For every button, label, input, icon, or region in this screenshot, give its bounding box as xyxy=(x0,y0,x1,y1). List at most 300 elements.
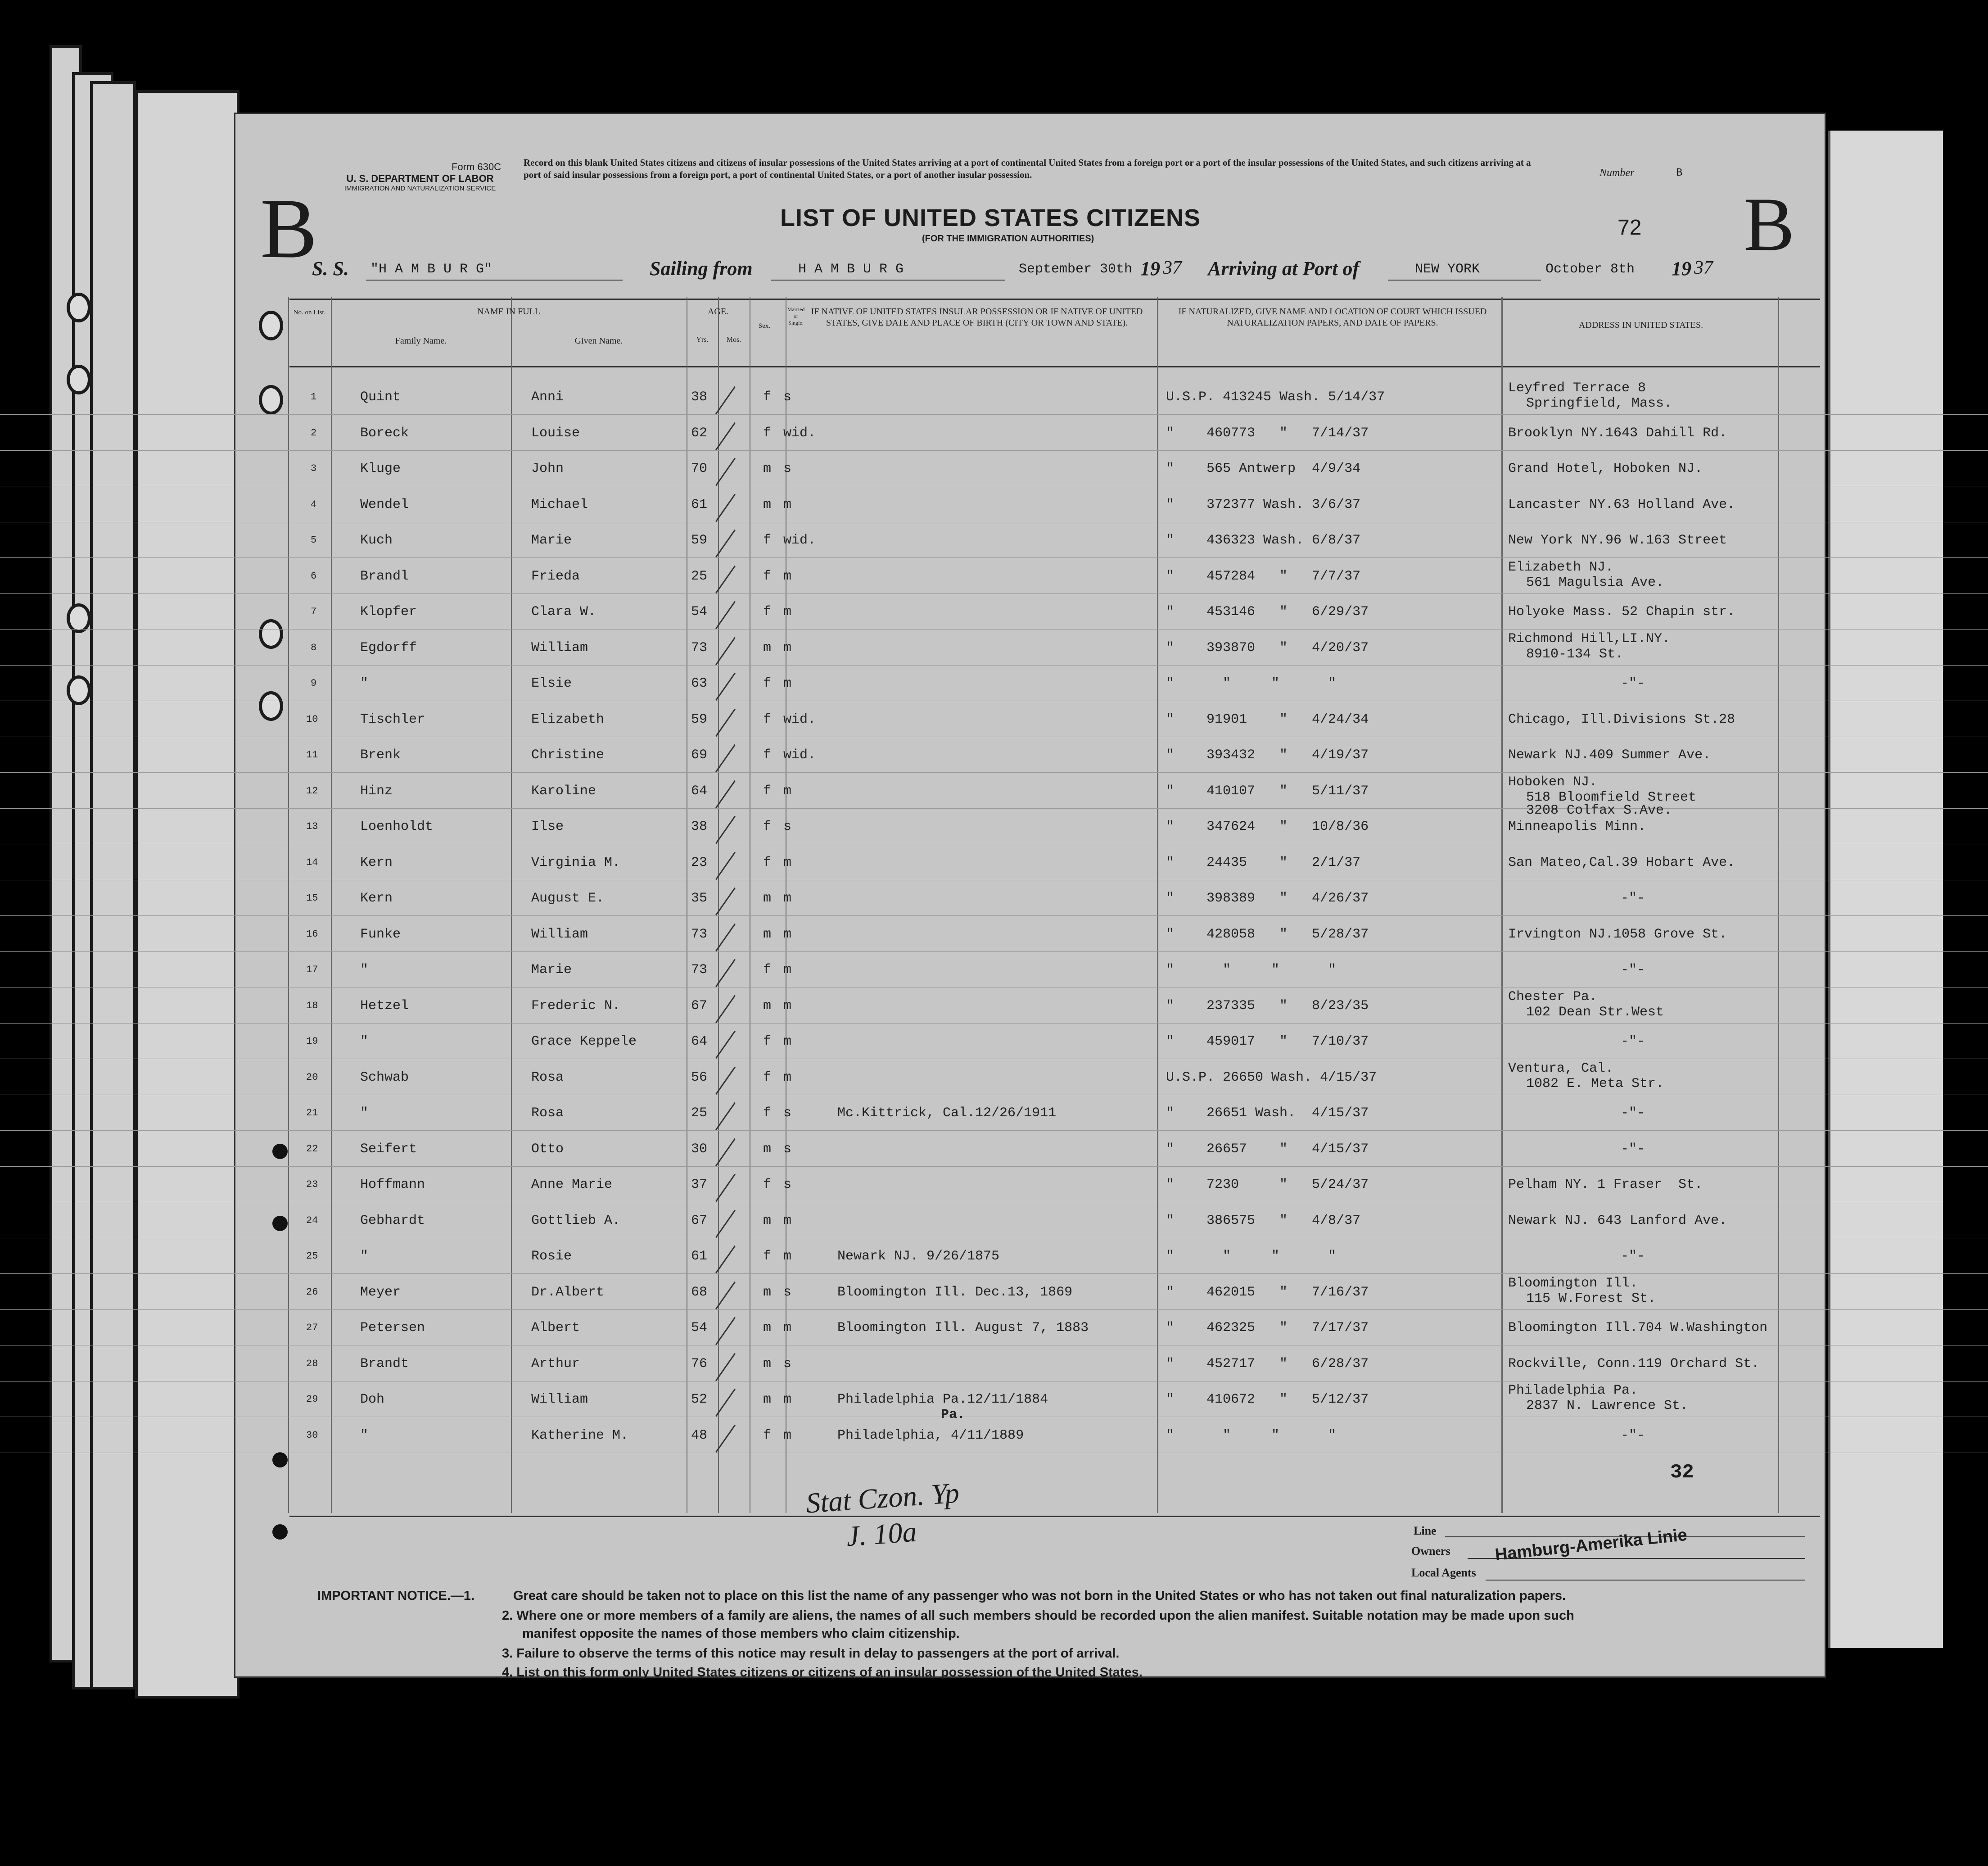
family-name: Klopfer xyxy=(360,604,417,620)
birth-place-date: Philadelphia, 4/11/1889 xyxy=(837,1427,1024,1443)
table-row xyxy=(0,459,1988,486)
naturalization: " 24435 " 2/1/37 xyxy=(1166,855,1361,870)
arrival-year: 37 xyxy=(1694,258,1713,278)
sex: f xyxy=(763,676,772,691)
marital-status: s xyxy=(783,1105,792,1121)
age-years: 64 xyxy=(691,783,708,799)
ss-label: S. S. xyxy=(312,258,349,280)
address: Bloomington Ill. xyxy=(1508,1275,1638,1291)
table-row xyxy=(0,710,1988,737)
table-row xyxy=(0,853,1988,880)
family-name: Kern xyxy=(360,855,393,870)
address-line-2: 561 Magulsia Ave. xyxy=(1526,575,1664,590)
ship-underline xyxy=(366,280,623,281)
marital-status: s xyxy=(783,390,792,405)
age-years: 30 xyxy=(691,1141,708,1157)
given-name: Gottlieb A. xyxy=(531,1213,621,1228)
birth-place-date: Bloomington Ill. Dec.13, 1869 xyxy=(837,1284,1073,1300)
age-years: 69 xyxy=(691,747,708,763)
family-name: Petersen xyxy=(360,1320,425,1336)
check-mark xyxy=(715,637,736,665)
family-name: Seifert xyxy=(360,1141,417,1157)
row-number: 3 xyxy=(311,463,317,474)
marital-status: m xyxy=(783,926,792,942)
arriving-label: Arriving at Port of xyxy=(1208,258,1360,280)
marital-status: m xyxy=(783,1034,792,1049)
sex: m xyxy=(763,1213,772,1228)
given-name: Marie xyxy=(531,962,572,978)
notice-1: Great care should be taken not to place on this list the name of any passenger who was not born in the United States or who has not taken out final naturalization papers. xyxy=(513,1589,1566,1603)
row-number: 5 xyxy=(311,534,317,546)
check-mark xyxy=(715,1281,736,1309)
sex: f xyxy=(763,783,772,799)
table-row xyxy=(0,530,1988,558)
handwritten-note: Stat Czon. Yp xyxy=(804,1476,960,1519)
page-subtitle: (FOR THE IMMIGRATION AUTHORITIES) xyxy=(922,234,1094,244)
check-mark xyxy=(715,1102,736,1130)
col-header-sex: Sex. xyxy=(758,322,771,330)
age-years: 73 xyxy=(691,640,708,656)
family-name: " xyxy=(360,676,369,691)
department: U. S. DEPARTMENT OF LABOR xyxy=(346,173,494,184)
age-years: 59 xyxy=(691,711,708,727)
address: Grand Hotel, Hoboken NJ. xyxy=(1508,461,1703,476)
table-row xyxy=(0,989,1988,1024)
given-name: August E. xyxy=(531,891,605,906)
arrival-date: October 8th xyxy=(1545,262,1635,277)
age-years: 73 xyxy=(691,962,708,978)
agents-label: Local Agents xyxy=(1411,1566,1476,1579)
address-line-2: Springfield, Mass. xyxy=(1526,396,1672,411)
naturalization: " 428058 " 5/28/37 xyxy=(1166,926,1369,942)
row-number: 20 xyxy=(306,1071,318,1083)
table-row xyxy=(0,1407,1988,1453)
table-row xyxy=(0,1211,1988,1238)
row-number: 15 xyxy=(306,892,318,904)
page-title: LIST OF UNITED STATES CITIZENS xyxy=(780,204,1201,231)
marital-status: m xyxy=(783,1320,792,1336)
age-years: 23 xyxy=(691,855,708,870)
given-name: William xyxy=(531,640,588,656)
given-name: Katherine M. xyxy=(531,1427,629,1443)
given-name: Rosie xyxy=(531,1249,572,1264)
address: Newark NJ. 643 Lanford Ave. xyxy=(1508,1213,1727,1228)
address-line-2: 8910-134 St. xyxy=(1526,646,1624,662)
naturalization: " " " " xyxy=(1166,1427,1337,1443)
naturalization: " 386575 " 4/8/37 xyxy=(1166,1213,1361,1228)
sailing-date: September 30th xyxy=(1019,262,1133,277)
family-name: Brandl xyxy=(360,568,409,584)
check-mark xyxy=(715,458,736,486)
given-name: Louise xyxy=(531,425,580,441)
naturalization: " 565 Antwerp 4/9/34 xyxy=(1166,461,1361,476)
row-number: 16 xyxy=(306,928,318,940)
address: Minneapolis Minn. xyxy=(1508,819,1646,834)
family-name: " xyxy=(360,962,369,978)
age-years: 67 xyxy=(691,998,708,1014)
check-mark xyxy=(715,386,736,414)
marital-status: m xyxy=(783,1249,792,1264)
table-row xyxy=(0,1032,1988,1059)
given-name: Albert xyxy=(531,1320,580,1336)
birth-place-date: Newark NJ. 9/26/1875 xyxy=(837,1249,1000,1264)
given-name: Grace Keppele xyxy=(531,1034,637,1049)
sailing-port: H A M B U R G xyxy=(798,262,904,277)
address: Newark NJ.409 Summer Ave. xyxy=(1508,747,1711,763)
punch-dot xyxy=(272,1524,288,1540)
row-number: 9 xyxy=(311,678,317,689)
table-row xyxy=(0,803,1988,844)
table-row xyxy=(0,1354,1988,1381)
family-name: Hetzel xyxy=(360,998,409,1014)
family-name: " xyxy=(360,1034,369,1049)
table-row xyxy=(0,774,1988,809)
sex: f xyxy=(763,1105,772,1121)
naturalization: " 393432 " 4/19/37 xyxy=(1166,747,1369,763)
address: -"- xyxy=(1621,676,1645,691)
naturalization: " 410672 " 5/12/37 xyxy=(1166,1392,1369,1407)
age-years: 38 xyxy=(691,819,708,834)
given-name: Rosa xyxy=(531,1069,564,1085)
sex: m xyxy=(763,1392,772,1407)
marital-status: s xyxy=(783,819,792,834)
family-name: Loenholdt xyxy=(360,819,434,834)
family-name: Egdorff xyxy=(360,640,417,656)
address: -"- xyxy=(1621,962,1645,978)
given-name: William xyxy=(531,926,588,942)
given-name: Frieda xyxy=(531,568,580,584)
address-line-2: 518 Bloomfield Street xyxy=(1526,789,1697,805)
naturalization: " " " " xyxy=(1166,1249,1337,1264)
marital-status: m xyxy=(783,855,792,870)
table-row xyxy=(0,380,1988,415)
given-name: Dr.Albert xyxy=(531,1284,605,1300)
given-name: Christine xyxy=(531,747,605,763)
table-row xyxy=(0,423,1988,451)
table-row xyxy=(0,745,1988,773)
sex: f xyxy=(763,747,772,763)
age-years: 62 xyxy=(691,425,708,441)
table-row xyxy=(0,1175,1988,1202)
notice-4: 4. List on this form only United States citizens or citizens of an insular possession of the United States. xyxy=(502,1665,1143,1680)
marital-status: s xyxy=(783,1284,792,1300)
age-years: 25 xyxy=(691,568,708,584)
given-name: Elizabeth xyxy=(531,711,605,727)
sex: m xyxy=(763,891,772,906)
naturalization: " 91901 " 4/24/34 xyxy=(1166,711,1369,727)
sex: f xyxy=(763,819,772,834)
row-number: 10 xyxy=(306,713,318,725)
col-header-age: AGE. xyxy=(707,307,729,317)
table-row xyxy=(0,1246,1988,1274)
footer-rule xyxy=(1486,1580,1805,1581)
marital-status: m xyxy=(783,497,792,512)
row-number: 7 xyxy=(311,606,317,617)
age-years: 67 xyxy=(691,1213,708,1228)
given-name: Elsie xyxy=(531,676,572,691)
family-name: Meyer xyxy=(360,1284,401,1300)
table-row xyxy=(0,1060,1988,1095)
row-number: 13 xyxy=(306,821,318,832)
marital-status: s xyxy=(783,1141,792,1157)
row-number: 12 xyxy=(306,785,318,797)
address: Chester Pa. xyxy=(1508,989,1598,1005)
marital-status: m xyxy=(783,568,792,584)
marital-status: m xyxy=(783,676,792,691)
naturalization: " 410107 " 5/11/37 xyxy=(1166,783,1369,799)
birth-place-date: Bloomington Ill. August 7, 1883 xyxy=(837,1320,1089,1336)
row-number: 18 xyxy=(306,1000,318,1011)
family-name: Kuch xyxy=(360,533,393,548)
naturalization: " 372377 Wash. 3/6/37 xyxy=(1166,497,1361,512)
sex: m xyxy=(763,1284,772,1300)
check-mark xyxy=(715,1353,736,1381)
row-number: 24 xyxy=(306,1214,318,1226)
check-mark xyxy=(715,1031,736,1059)
age-years: 54 xyxy=(691,604,708,620)
address: Ventura, Cal. xyxy=(1508,1060,1614,1076)
sailing-year: 37 xyxy=(1163,258,1182,278)
marital-status: wid. xyxy=(783,711,816,727)
given-name: Otto xyxy=(531,1141,564,1157)
service: IMMIGRATION AND NATURALIZATION SERVICE xyxy=(344,185,496,192)
sex: f xyxy=(763,1427,772,1443)
age-years: 52 xyxy=(691,1392,708,1407)
family-name: Boreck xyxy=(360,425,409,441)
address: -"- xyxy=(1621,1105,1645,1121)
naturalization: " 452717 " 6/28/37 xyxy=(1166,1356,1369,1372)
age-years: 48 xyxy=(691,1427,708,1443)
check-mark xyxy=(715,673,736,701)
marital-status: wid. xyxy=(783,425,816,441)
notice-title: IMPORTANT NOTICE.—1. xyxy=(317,1589,475,1603)
naturalization: " 393870 " 4/20/37 xyxy=(1166,640,1369,656)
check-mark xyxy=(715,888,736,915)
naturalization: " 26657 " 4/15/37 xyxy=(1166,1141,1369,1157)
naturalization: " 347624 " 10/8/36 xyxy=(1166,819,1369,834)
col-header-address: ADDRESS IN UNITED STATES. xyxy=(1578,320,1703,330)
address-line-2: 102 Dean Str.West xyxy=(1526,1004,1664,1020)
check-mark xyxy=(715,1209,736,1237)
sailing-underline xyxy=(771,280,1005,281)
given-name: Virginia M. xyxy=(531,855,621,870)
marital-status: m xyxy=(783,891,792,906)
sex: f xyxy=(763,425,772,441)
letter-left: B xyxy=(260,181,317,276)
family-name: Funke xyxy=(360,926,401,942)
family-name: Brandt xyxy=(360,1356,409,1372)
birth-place-date: Philadelphia Pa.12/11/1884 xyxy=(837,1392,1048,1407)
punch-dot xyxy=(272,1452,288,1467)
arrival-underline xyxy=(1388,280,1541,281)
row-number: 17 xyxy=(306,964,318,975)
given-name: Frederic N. xyxy=(531,998,621,1014)
check-mark xyxy=(715,1174,736,1202)
check-mark xyxy=(715,422,736,450)
family-name: Quint xyxy=(360,390,401,405)
sex: f xyxy=(763,568,772,584)
naturalization: " 462015 " 7/16/37 xyxy=(1166,1284,1369,1300)
notice-2: 2. Where one or more members of a family are aliens, the names of all such members should be recorded upon the alien manifest. Suitable notation may be made upon such xyxy=(502,1608,1574,1623)
row-number: 8 xyxy=(311,642,317,653)
check-mark xyxy=(715,1317,736,1345)
address: Rockville, Conn.119 Orchard St. xyxy=(1508,1356,1760,1372)
given-name: Ilse xyxy=(531,819,564,834)
sex: m xyxy=(763,1141,772,1157)
row-number: 2 xyxy=(311,427,317,439)
sailing-year-prefix: 19 xyxy=(1140,258,1160,280)
notice-2-cont: manifest opposite the names of those members who claim citizenship. xyxy=(522,1626,960,1641)
table-row xyxy=(0,1103,1988,1131)
address-line-3: 3208 Colfax S.Ave. xyxy=(1526,803,1672,818)
check-mark xyxy=(715,995,736,1023)
table-row xyxy=(0,559,1988,594)
family-name: Kluge xyxy=(360,461,401,476)
naturalization: " 237335 " 8/23/35 xyxy=(1166,998,1369,1014)
row-number: 30 xyxy=(306,1429,318,1441)
col-header-yrs: Yrs. xyxy=(696,336,709,344)
address: -"- xyxy=(1621,1249,1645,1264)
address: Irvington NJ.1058 Grove St. xyxy=(1508,926,1727,942)
marital-status: m xyxy=(783,962,792,978)
marital-status: m xyxy=(783,1069,792,1085)
col-header-naturalized: IF NATURALIZED, GIVE NAME AND LOCATION OF COURT WHICH ISSUED NATURALIZATION PAPERS, AND DATE OF PAPERS. xyxy=(1178,307,1487,328)
given-name: Anni xyxy=(531,390,564,405)
sex: f xyxy=(763,390,772,405)
check-mark xyxy=(715,1138,736,1166)
naturalization: U.S.P. 413245 Wash. 5/14/37 xyxy=(1166,390,1385,405)
address: Philadelphia Pa. xyxy=(1508,1383,1638,1398)
given-name: Anne Marie xyxy=(531,1177,613,1192)
col-header-family: Family Name. xyxy=(395,336,447,346)
naturalization: " 7230 " 5/24/37 xyxy=(1166,1177,1369,1192)
table-row xyxy=(0,602,1988,630)
naturalization: " " " " xyxy=(1166,676,1337,691)
check-mark xyxy=(715,816,736,844)
check-mark xyxy=(715,780,736,808)
table-row xyxy=(0,1318,1988,1345)
address: Holyoke Mass. 52 Chapin str. xyxy=(1508,604,1735,620)
naturalization: U.S.P. 26650 Wash. 4/15/37 xyxy=(1166,1069,1377,1085)
family-name: " xyxy=(360,1105,369,1121)
family-name: Wendel xyxy=(360,497,409,512)
row-number: 4 xyxy=(311,498,317,510)
given-name: William xyxy=(531,1392,588,1407)
sex: m xyxy=(763,1320,772,1336)
age-years: 54 xyxy=(691,1320,708,1336)
sex: f xyxy=(763,962,772,978)
given-name: Arthur xyxy=(531,1356,580,1372)
row-number: 23 xyxy=(306,1179,318,1190)
address: Pelham NY. 1 Fraser St. xyxy=(1508,1177,1703,1192)
age-years: 59 xyxy=(691,533,708,548)
check-mark xyxy=(715,923,736,951)
check-mark xyxy=(715,744,736,772)
page-number: 72 xyxy=(1618,216,1642,240)
age-years: 73 xyxy=(691,926,708,942)
age-years: 38 xyxy=(691,390,708,405)
arrival-port: NEW YORK xyxy=(1415,262,1480,277)
header-rule xyxy=(289,366,1820,367)
marital-status: m xyxy=(783,640,792,656)
age-years: 25 xyxy=(691,1105,708,1121)
age-years: 56 xyxy=(691,1069,708,1085)
family-name: Brenk xyxy=(360,747,401,763)
sailing-label: Sailing from xyxy=(650,258,753,280)
age-years: 70 xyxy=(691,461,708,476)
address: Brooklyn NY.1643 Dahill Rd. xyxy=(1508,425,1727,441)
age-years: 63 xyxy=(691,676,708,691)
arrival-year-prefix: 19 xyxy=(1672,258,1691,280)
col-header-mos: Mos. xyxy=(726,336,741,344)
address: San Mateo,Cal.39 Hobart Ave. xyxy=(1508,855,1735,870)
naturalization: " 462325 " 7/17/37 xyxy=(1166,1320,1369,1336)
binder-hole xyxy=(67,293,91,322)
address: Lancaster NY.63 Holland Ave. xyxy=(1508,497,1735,512)
row-number: 11 xyxy=(306,749,318,761)
address-line-2: 2837 N. Lawrence St. xyxy=(1526,1398,1689,1413)
form-number: Form 630C xyxy=(451,161,501,172)
family-name: Schwab xyxy=(360,1069,409,1085)
passenger-count: 32 xyxy=(1670,1461,1694,1484)
sex: f xyxy=(763,1069,772,1085)
birth-place-correction: Pa. xyxy=(941,1407,966,1422)
col-header-native: IF NATIVE OF UNITED STATES INSULAR POSSESSION OR IF NATIVE OF UNITED STATES, GIVE DATE AND PLACE OF BIRTH (CITY OR TOWN AND STATE). xyxy=(811,307,1143,328)
check-mark xyxy=(715,601,736,629)
sex: f xyxy=(763,711,772,727)
row-number: 1 xyxy=(311,391,317,403)
sex: m xyxy=(763,640,772,656)
marital-status: s xyxy=(783,1356,792,1372)
row-number: 19 xyxy=(306,1036,318,1047)
naturalization: " 398389 " 4/26/37 xyxy=(1166,891,1369,906)
given-name: John xyxy=(531,461,564,476)
age-years: 76 xyxy=(691,1356,708,1372)
check-mark xyxy=(715,565,736,593)
row-number: 22 xyxy=(306,1143,318,1155)
table-row xyxy=(0,495,1988,522)
table-row xyxy=(0,1139,1988,1167)
col-header-name: NAME IN FULL xyxy=(477,307,540,317)
naturalization: " 459017 " 7/10/37 xyxy=(1166,1034,1369,1049)
family-name: Kern xyxy=(360,891,393,906)
row-number: 14 xyxy=(306,856,318,868)
check-mark xyxy=(715,530,736,557)
table-row xyxy=(0,1275,1988,1310)
family-name: Hoffmann xyxy=(360,1177,425,1192)
family-name: " xyxy=(360,1427,369,1443)
marital-status: m xyxy=(783,998,792,1014)
check-mark xyxy=(715,959,736,987)
ship-name: "H A M B U R G" xyxy=(370,262,492,277)
marital-status: m xyxy=(783,1392,792,1407)
address: Bloomington Ill.704 W.Washington xyxy=(1508,1320,1768,1336)
notice-3: 3. Failure to observe the terms of this notice may result in delay to passengers at the port of arrival. xyxy=(502,1646,1120,1661)
naturalization: " 460773 " 7/14/37 xyxy=(1166,425,1369,441)
marital-status: s xyxy=(783,461,792,476)
instructions: Record on this blank United States citizens and citizens of insular possessions of the United States arriving at a port of continental United States from a foreign port or a port of the insular possessions of the United States, and such citizens arriving at a port of said insular possessions from a foreign port, a port of continental United States, or a port of another insular possession. xyxy=(524,157,1531,180)
family-name: Hinz xyxy=(360,783,393,799)
address: Elizabeth NJ. xyxy=(1508,559,1614,575)
family-name: Tischler xyxy=(360,711,425,727)
table-row xyxy=(0,631,1988,666)
age-years: 37 xyxy=(691,1177,708,1192)
sex: f xyxy=(763,1249,772,1264)
check-mark xyxy=(715,1424,736,1452)
naturalization: " " " " xyxy=(1166,962,1337,978)
table-row xyxy=(0,1383,1988,1417)
handwritten-note: J. 10a xyxy=(845,1515,918,1553)
